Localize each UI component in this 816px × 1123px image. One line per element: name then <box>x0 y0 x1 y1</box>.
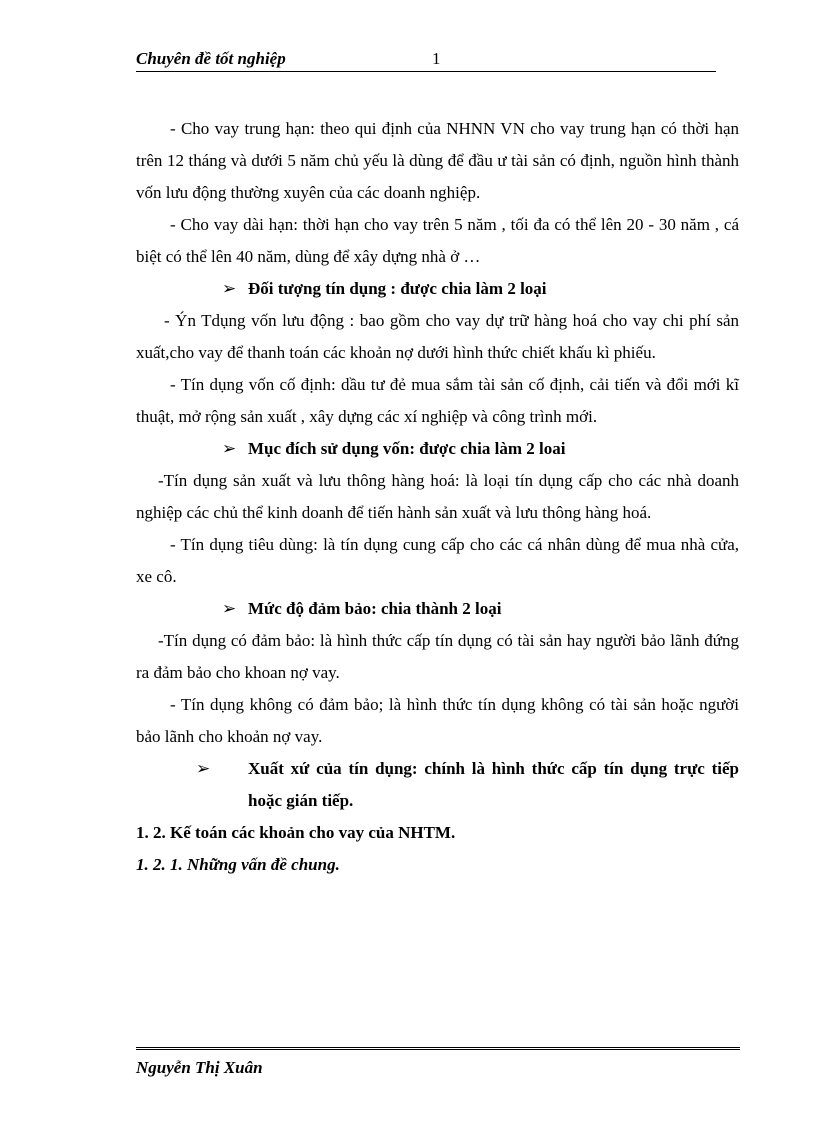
heading-capital-purpose-text: Mục đích sử dụng vốn: được chia làm 2 loai <box>248 439 566 458</box>
heading-credit-origin-text: Xuất xứ của tín dụng: chính là hình thức cấp tín dụng trực tiếp hoặc gián tiếp. <box>248 759 739 810</box>
paragraph-unsecured-credit: - Tín dụng không có đảm bảo; là hình thức tín dụng không có tài sản hoặc người bảo lãnh cho khoản nợ vay. <box>136 695 739 746</box>
paragraph-working-capital-credit: - Ýn Tdụng vốn lưu động : bao gồm cho vay dự trữ hàng hoá cho vay chi phí sản xuất,cho vay để thanh toán các khoản nợ dưới hình thức chiết khấu kì phiếu. <box>136 311 739 362</box>
arrow-bullet-icon: ➢ <box>196 759 211 778</box>
paragraph-medium-term-loan: - Cho vay trung hạn: theo qui định của NHNN VN cho vay trung hạn có thời hạn trên 12 tháng và dưới 5 năm chủ yếu là dùng để đầu ư tài sản có định, nguồn hình thành vốn lưu động thường xuyên của các doanh nghiệp. <box>136 119 739 202</box>
page-header <box>136 49 716 72</box>
arrow-bullet-icon: ➢ <box>222 279 237 298</box>
footer-divider <box>136 1047 740 1054</box>
paragraph-secured-credit: -Tín dụng có đảm bảo: là hình thức cấp tín dụng có tài sản hay người bảo lãnh đứng ra đảm bảo cho khoan nợ vay. <box>136 631 739 682</box>
subsection-title: 1. 2. 1. Những vấn đề chung. <box>136 855 340 874</box>
arrow-bullet-icon: ➢ <box>222 439 237 458</box>
heading-capital-purpose <box>136 433 739 465</box>
page-number: 1 <box>432 49 441 68</box>
heading-credit-objects <box>136 273 739 305</box>
paragraph-consumer-credit: - Tín dụng tiêu dùng: là tín dụng cung cấp cho các cá nhân dùng để mua nhà cửa, xe cô. <box>136 535 739 586</box>
page-footer <box>136 1047 740 1078</box>
paragraph-long-term-loan: - Cho vay dài hạn: thời hạn cho vay trên 5 năm , tối đa có thể lên 20 - 30 năm , cá biệt có thể lên 40 năm, dùng để xây dựng nhà ở … <box>136 215 739 266</box>
heading-credit-origin <box>136 753 739 817</box>
document-body <box>136 113 739 881</box>
section-title: 1. 2. Kế toán các khoản cho vay của NHTM. <box>136 823 456 842</box>
paragraph-fixed-capital-credit: - Tín dụng vốn cố định: dầu tư đẻ mua sắm tài sản cố định, cải tiến và đổi mới kĩ thuật, mở rộng sản xuất , xây dựng các xí nghiệp và công trình mới. <box>136 375 739 426</box>
header-title: Chuyên đề tốt nghiệp <box>136 49 286 68</box>
heading-credit-objects-text: Đối tượng tín dụng : được chia làm 2 loại <box>248 279 547 298</box>
arrow-bullet-icon: ➢ <box>222 599 237 618</box>
footer-author: Nguyễn Thị Xuân <box>136 1058 263 1077</box>
heading-guarantee-level-text: Mức độ đảm bảo: chia thành 2 loại <box>248 599 502 618</box>
paragraph-production-credit: -Tín dụng sản xuất và lưu thông hàng hoá: là loại tín dụng cấp cho các nhà doanh nghiệp các chủ thể kinh doanh để tiến hành sản xuất và lưu thông hàng hoá. <box>136 471 739 522</box>
heading-guarantee-level <box>136 593 739 625</box>
